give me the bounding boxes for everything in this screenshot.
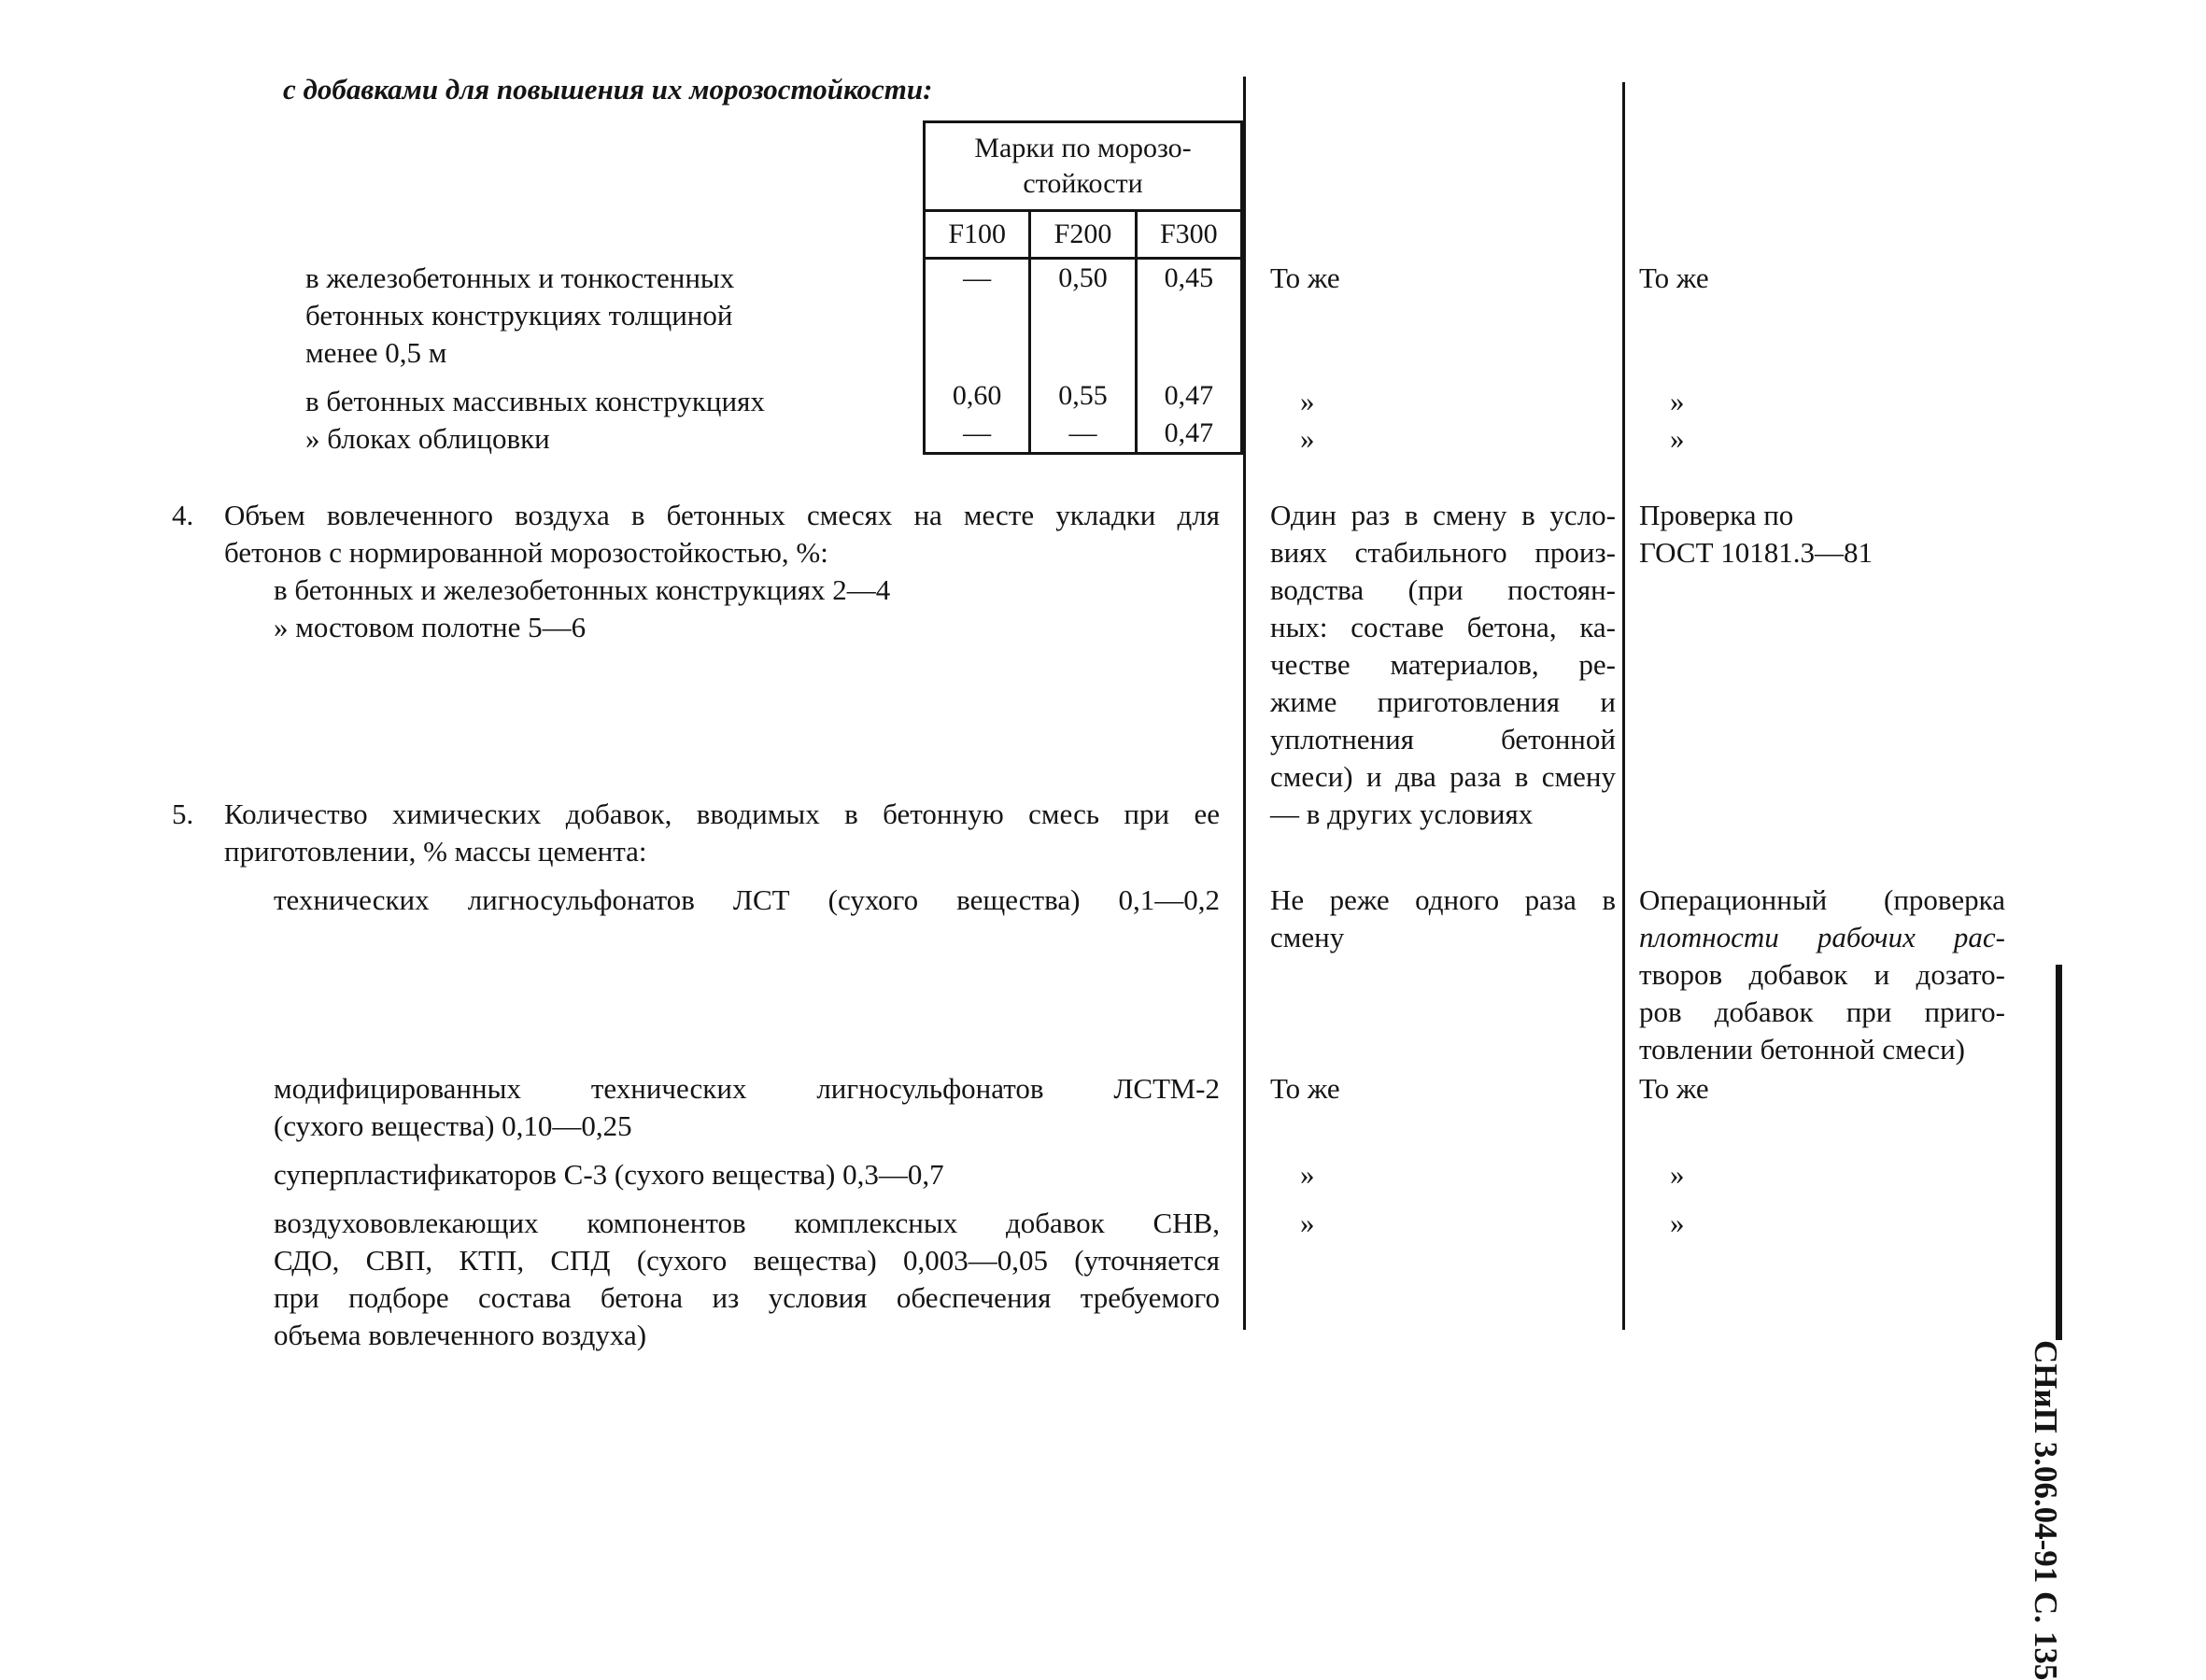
control-text: смену [1270,921,1345,953]
entry-text: (сухого вещества) 0,10—0,25 [274,1109,632,1142]
grade-header: F200 [1030,211,1136,259]
control-text: жиме приготовления и [1270,685,1616,718]
entry-text: воздухововлекающих компонентов комплексных добавок СНВ, [274,1207,1220,1239]
item-text: Объем вовлеченного воздуха в бетонных смесях на месте укладки для [224,499,1220,531]
ditto-mark: » [1670,1207,1685,1239]
row-label: бетонных конструкциях толщиной [305,299,733,332]
entry-text: при подборе состава бетона из условия обеспечения требуемого [274,1281,1220,1314]
control-text: Не реже одного раза в [1270,883,1616,916]
item-text: бетонов с нормированной морозостойкостью, %: [224,536,828,569]
row-label: » блоках облицовки [305,422,550,455]
method-text-part: плотности рабочих рас- [1639,921,2005,953]
item-number: 5. [172,798,194,830]
intro-line: с добавками для повышения их морозостойкости: [283,73,933,106]
control-text: ных: составе бетона, ка- [1270,611,1616,643]
table-cell: — [1030,415,1136,454]
ditto-mark: » [1300,385,1315,417]
method-text: То же [1639,1072,1709,1105]
control-text: честве материалов, ре- [1270,648,1616,681]
side-rule [2056,965,2062,1340]
entry-text: технических лигносульфонатов ЛСТ (сухого вещества) 0,1—0,2 [274,883,1220,916]
row-label: в железобетонных и тонкостенных [305,261,735,294]
entry-text: модифицированных технических лигносульфонатов ЛСТМ-2 [274,1072,1220,1105]
table-cell: 0,45 [1136,259,1241,378]
item-subtext: в бетонных и железобетонных конструкциях 2—4 [274,573,891,606]
method-text: То же [1639,261,1709,294]
ditto-mark: » [1670,385,1685,417]
ditto-mark: » [1300,1207,1315,1239]
method-text: Операционный (проверка [1639,883,2005,916]
item-number: 4. [172,499,194,531]
method-text: творов добавок и дозато- [1639,958,2005,991]
table-cell: 0,47 [1136,415,1241,454]
ditto-mark: » [1300,1158,1315,1191]
control-text: Один раз в смену в усло- [1270,499,1616,531]
table-cell: 0,47 [1136,377,1241,415]
method-text: ГОСТ 10181.3—81 [1639,536,1874,569]
table-cell: — [925,259,1030,378]
column-rule-right [1622,82,1625,1330]
ditto-mark: » [1670,1158,1685,1191]
item-text: Количество химических добавок, вводимых в бетонную смесь при ее [224,798,1220,830]
frost-grade-table [923,120,1243,455]
table-cell: 0,50 [1030,259,1136,378]
ditto-mark: » [1300,422,1315,455]
table-cell: — [925,415,1030,454]
table-cell: 0,55 [1030,377,1136,415]
method-text [1639,919,2005,956]
grade-header: F300 [1136,211,1241,259]
entry-text: объема вовлеченного воздуха) [274,1319,647,1351]
item-subtext: » мостовом полотне 5—6 [274,611,587,643]
method-text: ров добавок при приго- [1639,995,2005,1028]
column-rule-left [1243,77,1246,1330]
control-text: виях стабильного произ- [1270,536,1616,569]
control-text: То же [1270,1072,1340,1105]
control-text: То же [1270,261,1340,294]
control-text: уплотнения бетонной [1270,723,1616,755]
row-label: в бетонных массивных конструкциях [305,385,765,417]
side-page-label: СНиП 3.06.04-91 С. 135 [2028,1340,2064,1680]
frost-table-header: Марки по морозо-стойкости [925,122,1242,211]
method-text: Проверка по [1639,499,1794,531]
grade-header: F100 [925,211,1030,259]
row-label: менее 0,5 м [305,336,447,369]
control-text: водства (при постоян- [1270,573,1616,606]
entry-text: суперпластификаторов С-3 (сухого вещества) 0,3—0,7 [274,1158,944,1191]
entry-text: СДО, СВП, КТП, СПД (сухого вещества) 0,003—0,05 (уточняется [274,1244,1220,1277]
table-cell: 0,60 [925,377,1030,415]
method-text: товлении бетонной смеси) [1639,1033,1965,1066]
control-text: — в других условиях [1270,798,1534,830]
item-text: приготовлении, % массы цемента: [224,835,647,868]
control-text: смеси) и два раза в смену [1270,760,1616,793]
ditto-mark: » [1670,422,1685,455]
